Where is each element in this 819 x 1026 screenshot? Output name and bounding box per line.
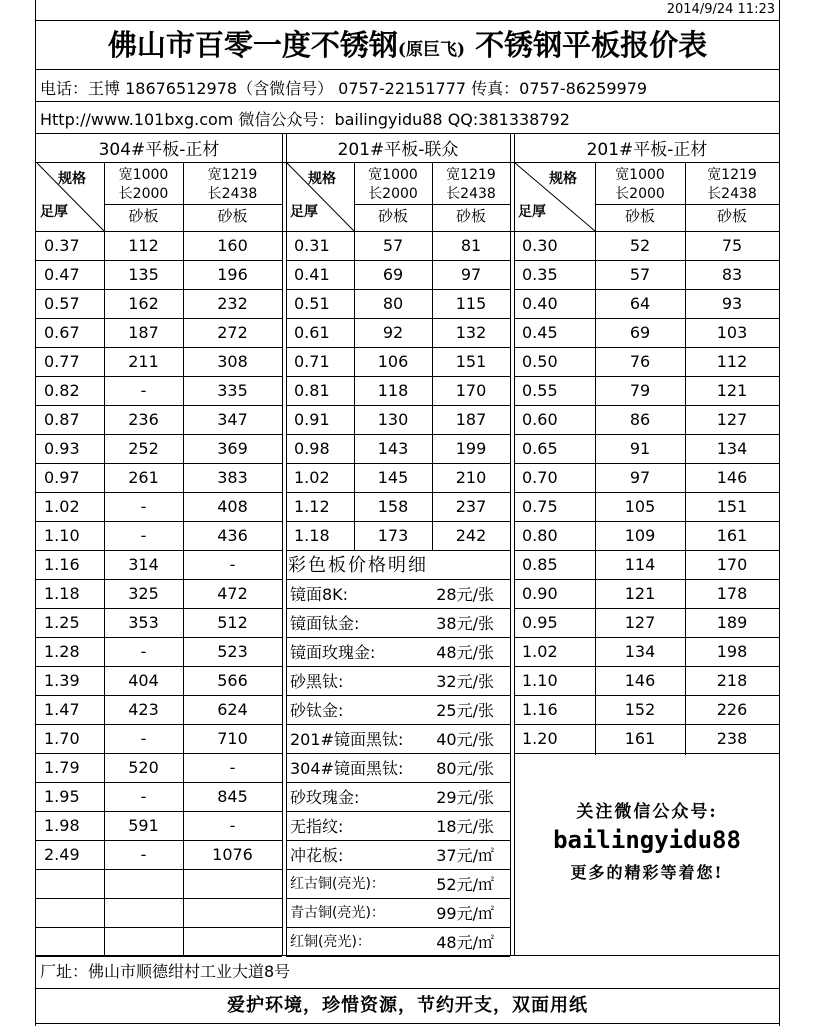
price-1219-304: 436 xyxy=(217,526,248,545)
price-1000-304: 112 xyxy=(128,236,159,255)
price-1000-304: 162 xyxy=(128,294,159,313)
color-price-row xyxy=(288,725,500,754)
h-rule xyxy=(36,101,780,102)
thickness-201-lianzhong: 0.61 xyxy=(294,323,330,342)
color-board-price: 32元/张 xyxy=(436,672,494,691)
color-price-row xyxy=(288,899,500,928)
price-1219-201-lianzhong: 199 xyxy=(455,439,487,458)
header-length-2438: 长2438 xyxy=(207,186,258,202)
h-rule xyxy=(36,133,780,134)
price-1000-201-zhengcai: 109 xyxy=(624,526,656,545)
price-1000-201-lianzhong: 69 xyxy=(382,265,404,284)
h-rule xyxy=(36,20,780,21)
header-sand-board: 砂板 xyxy=(377,207,408,225)
price-1219-304: 472 xyxy=(217,584,248,603)
color-price-row xyxy=(288,609,500,638)
header-sand-board: 砂板 xyxy=(455,207,486,225)
thickness-304: 1.18 xyxy=(44,584,80,603)
contact-web: Http://www.101bxg.com 微信公众号：bailingyidu88 QQ:381338792 xyxy=(40,110,570,129)
color-board-price: 38元/张 xyxy=(436,614,494,633)
thickness-304: 1.95 xyxy=(44,787,80,806)
header-thickness-label: 足厚 xyxy=(290,204,318,220)
color-board-name: 砂钛金: xyxy=(290,701,344,720)
header-sand-board: 砂板 xyxy=(624,207,655,225)
title-sub: (原巨飞) xyxy=(397,40,465,60)
price-1219-201-zhengcai: 170 xyxy=(716,555,748,574)
wechat-more-label: 更多的精彩等着您! xyxy=(570,863,724,882)
color-board-price: 29元/张 xyxy=(436,788,494,807)
price-1000-304: 211 xyxy=(128,352,159,371)
print-date: 2014/9/24 11:23 xyxy=(666,2,775,17)
section-title-201-lianzhong: 201#平板-联众 xyxy=(337,140,459,160)
thickness-304: 0.97 xyxy=(44,468,80,487)
thickness-201-zhengcai: 0.60 xyxy=(522,410,558,429)
thickness-201-zhengcai: 0.45 xyxy=(522,323,558,342)
price-1219-201-lianzhong: 81 xyxy=(460,236,482,255)
h-rule xyxy=(354,204,510,205)
color-board-name: 砂玫瑰金: xyxy=(290,788,360,807)
price-1219-201-lianzhong: 151 xyxy=(455,352,487,371)
color-board-name: 冲花板: xyxy=(290,846,344,865)
thickness-201-zhengcai: 0.30 xyxy=(522,236,558,255)
price-1219-201-zhengcai: 75 xyxy=(721,236,743,255)
price-1000-201-lianzhong: 80 xyxy=(382,294,404,313)
thickness-201-zhengcai: 0.95 xyxy=(522,613,558,632)
price-1219-201-zhengcai: 189 xyxy=(716,613,748,632)
price-1219-201-zhengcai: 218 xyxy=(716,671,748,690)
header-width-1000: 宽1000 xyxy=(118,167,169,183)
price-1000-304: 325 xyxy=(128,584,159,603)
v-rule xyxy=(510,133,511,955)
h-rule xyxy=(36,869,282,870)
price-1219-201-zhengcai: 83 xyxy=(721,265,743,284)
thickness-304: 0.87 xyxy=(44,410,80,429)
thickness-201-lianzhong: 0.31 xyxy=(294,236,330,255)
price-1000-304: 404 xyxy=(128,671,159,690)
h-rule xyxy=(514,753,779,754)
thickness-201-lianzhong: 0.81 xyxy=(294,381,330,400)
section-title-201-zhengcai: 201#平板-正材 xyxy=(586,140,708,160)
price-1219-304: 566 xyxy=(217,671,248,690)
v-rule xyxy=(282,133,283,955)
price-1219-304: 1076 xyxy=(212,845,253,864)
price-1000-201-zhengcai: 114 xyxy=(624,555,656,574)
price-1000-201-zhengcai: 161 xyxy=(624,729,656,748)
price-1219-304: 710 xyxy=(217,729,248,748)
thickness-201-lianzhong: 0.91 xyxy=(294,410,330,429)
price-1000-304: 314 xyxy=(128,555,159,574)
header-spec-label: 规格 xyxy=(549,171,577,187)
thickness-201-zhengcai: 1.20 xyxy=(522,729,558,748)
thickness-201-zhengcai: 0.40 xyxy=(522,294,558,313)
price-1000-201-lianzhong: 118 xyxy=(377,381,409,400)
factory-address: 厂址：佛山市顺德绀村工业大道8号 xyxy=(40,962,291,981)
thickness-304: 1.10 xyxy=(44,526,80,545)
title-main-2: 不锈钢平板报价表 xyxy=(465,28,708,62)
thickness-201-lianzhong: 0.98 xyxy=(294,439,330,458)
price-1219-201-zhengcai: 121 xyxy=(716,381,748,400)
color-board-price: 48元/㎡ xyxy=(436,933,494,952)
color-board-name: 红铜(亮光)： xyxy=(290,934,371,950)
thickness-304: 0.37 xyxy=(44,236,80,255)
price-1219-304: 383 xyxy=(217,468,248,487)
price-1000-201-zhengcai: 69 xyxy=(629,323,651,342)
price-1000-304: - xyxy=(140,845,147,864)
price-1219-201-zhengcai: 226 xyxy=(716,700,748,719)
color-sheet-title: 彩色板价格明细 xyxy=(288,555,428,576)
color-price-row xyxy=(288,783,500,812)
color-board-price: 37元/㎡ xyxy=(436,846,494,865)
thickness-201-zhengcai: 0.65 xyxy=(522,439,558,458)
thickness-304: 0.67 xyxy=(44,323,80,342)
color-board-name: 无指纹: xyxy=(290,817,344,836)
header-width-1000: 宽1000 xyxy=(615,167,665,183)
color-board-price: 80元/张 xyxy=(436,759,494,778)
thickness-201-zhengcai: 0.35 xyxy=(522,265,558,284)
color-price-row xyxy=(288,812,500,841)
price-1219-304: 408 xyxy=(217,497,248,516)
wechat-follow-label: 关注微信公众号: xyxy=(576,802,718,822)
section-title-304: 304#平板-正材 xyxy=(98,140,220,160)
h-rule xyxy=(36,69,780,70)
h-rule xyxy=(36,956,282,957)
price-1219-201-zhengcai: 93 xyxy=(721,294,743,313)
page-title xyxy=(36,22,779,68)
price-1219-304: 160 xyxy=(217,236,248,255)
color-board-name: 镜面8K: xyxy=(290,585,349,604)
price-1219-304: - xyxy=(229,555,236,574)
thickness-201-lianzhong: 1.18 xyxy=(294,526,330,545)
thickness-201-lianzhong: 0.51 xyxy=(294,294,330,313)
price-1000-201-lianzhong: 106 xyxy=(377,352,409,371)
color-board-price: 28元/张 xyxy=(436,585,494,604)
price-1219-304: - xyxy=(229,816,236,835)
header-width-1000: 宽1000 xyxy=(368,167,418,183)
h-rule xyxy=(286,550,510,551)
thickness-304: 1.79 xyxy=(44,758,80,777)
price-1219-201-zhengcai: 103 xyxy=(716,323,748,342)
price-1219-201-zhengcai: 112 xyxy=(716,352,748,371)
price-1219-304: - xyxy=(229,758,236,777)
price-1000-201-zhengcai: 86 xyxy=(629,410,651,429)
color-board-name: 红古铜(亮光)： xyxy=(290,876,385,892)
thickness-201-lianzhong: 0.71 xyxy=(294,352,330,371)
price-1219-304: 512 xyxy=(217,613,248,632)
color-price-row xyxy=(288,638,500,667)
h-rule xyxy=(36,1023,780,1024)
price-1000-201-zhengcai: 91 xyxy=(629,439,651,458)
price-1219-304: 523 xyxy=(217,642,248,661)
price-1219-304: 272 xyxy=(217,323,248,342)
price-1219-201-lianzhong: 132 xyxy=(455,323,487,342)
price-1000-201-lianzhong: 145 xyxy=(377,468,409,487)
color-board-name: 镜面钛金: xyxy=(290,614,360,633)
price-1000-201-zhengcai: 127 xyxy=(624,613,656,632)
wechat-id: bailingyidu88 xyxy=(553,826,741,854)
thickness-201-zhengcai: 0.55 xyxy=(522,381,558,400)
color-price-row xyxy=(288,928,500,957)
color-board-name: 砂黑钛: xyxy=(290,672,344,691)
thickness-304: 1.47 xyxy=(44,700,80,719)
price-1000-304: 353 xyxy=(128,613,159,632)
price-1219-201-zhengcai: 178 xyxy=(716,584,748,603)
thickness-304: 1.16 xyxy=(44,555,80,574)
price-1000-304: - xyxy=(140,642,147,661)
thickness-304: 0.77 xyxy=(44,352,80,371)
color-board-price: 25元/张 xyxy=(436,701,494,720)
thickness-201-lianzhong: 0.41 xyxy=(294,265,330,284)
color-price-row xyxy=(288,667,500,696)
h-rule xyxy=(36,927,282,928)
thickness-201-zhengcai: 0.50 xyxy=(522,352,558,371)
color-price-row xyxy=(288,696,500,725)
thickness-304: 1.70 xyxy=(44,729,80,748)
header-sand-board: 砂板 xyxy=(217,207,248,225)
color-board-price: 40元/张 xyxy=(436,730,494,749)
header-width-1219: 宽1219 xyxy=(207,167,258,183)
price-1219-201-zhengcai: 198 xyxy=(716,642,748,661)
header-length-2000: 长2000 xyxy=(615,186,665,202)
price-1000-304: 252 xyxy=(128,439,159,458)
price-1219-201-lianzhong: 210 xyxy=(455,468,487,487)
price-1000-201-zhengcai: 134 xyxy=(624,642,656,661)
price-1000-304: 261 xyxy=(128,468,159,487)
title-main: 佛山市百零一度不锈钢 xyxy=(107,28,398,62)
header-sand-board: 砂板 xyxy=(128,207,159,225)
price-1000-304: 236 xyxy=(128,410,159,429)
price-1000-201-lianzhong: 92 xyxy=(382,323,404,342)
thickness-304: 0.57 xyxy=(44,294,80,313)
price-1000-201-lianzhong: 130 xyxy=(377,410,409,429)
footer-slogan: 爱护环境，珍惜资源，节约开支，双面用纸 xyxy=(227,995,588,1016)
price-1000-201-zhengcai: 97 xyxy=(629,468,651,487)
price-1219-304: 369 xyxy=(217,439,248,458)
price-1219-304: 196 xyxy=(217,265,248,284)
price-1219-201-lianzhong: 97 xyxy=(460,265,482,284)
h-rule xyxy=(36,988,780,989)
price-1219-201-zhengcai: 238 xyxy=(716,729,748,748)
thickness-201-zhengcai: 0.90 xyxy=(522,584,558,603)
price-1000-201-zhengcai: 105 xyxy=(624,497,656,516)
color-board-price: 18元/张 xyxy=(436,817,494,836)
thickness-201-zhengcai: 1.16 xyxy=(522,700,558,719)
price-1219-304: 232 xyxy=(217,294,248,313)
header-width-1219: 宽1219 xyxy=(446,167,496,183)
price-1000-304: 591 xyxy=(128,816,159,835)
color-price-row xyxy=(288,870,500,899)
price-1000-201-zhengcai: 52 xyxy=(629,236,651,255)
thickness-201-zhengcai: 1.10 xyxy=(522,671,558,690)
price-1219-201-lianzhong: 237 xyxy=(455,497,487,516)
price-1219-201-zhengcai: 151 xyxy=(716,497,748,516)
price-1219-201-lianzhong: 242 xyxy=(455,526,487,545)
thickness-304: 0.47 xyxy=(44,265,80,284)
price-1219-201-zhengcai: 146 xyxy=(716,468,748,487)
color-board-price: 99元/㎡ xyxy=(436,904,494,923)
color-price-row xyxy=(288,580,500,609)
thickness-201-zhengcai: 1.02 xyxy=(522,642,558,661)
header-thickness-label: 足厚 xyxy=(518,204,546,220)
price-1219-304: 845 xyxy=(217,787,248,806)
price-1000-304: 423 xyxy=(128,700,159,719)
color-board-name: 青古铜(亮光)： xyxy=(290,905,385,921)
price-1000-304: - xyxy=(140,787,147,806)
price-1000-201-lianzhong: 158 xyxy=(377,497,409,516)
header-spec-label: 规格 xyxy=(58,171,86,187)
price-1219-304: 347 xyxy=(217,410,248,429)
thickness-304: 0.93 xyxy=(44,439,80,458)
header-length-2438: 长2438 xyxy=(446,186,496,202)
price-1000-201-lianzhong: 143 xyxy=(377,439,409,458)
header-length-2000: 长2000 xyxy=(118,186,169,202)
price-1000-201-zhengcai: 152 xyxy=(624,700,656,719)
price-1000-201-zhengcai: 57 xyxy=(629,265,651,284)
price-1219-304: 308 xyxy=(217,352,248,371)
price-1219-304: 624 xyxy=(217,700,248,719)
price-1000-201-lianzhong: 173 xyxy=(377,526,409,545)
price-1000-201-zhengcai: 79 xyxy=(629,381,651,400)
price-1000-304: - xyxy=(140,526,147,545)
price-1000-304: 187 xyxy=(128,323,159,342)
price-1000-201-zhengcai: 121 xyxy=(624,584,656,603)
color-board-price: 52元/㎡ xyxy=(436,875,494,894)
thickness-201-zhengcai: 0.75 xyxy=(522,497,558,516)
color-board-name: 201#镜面黑钛: xyxy=(290,730,404,749)
price-1000-201-zhengcai: 64 xyxy=(629,294,651,313)
header-sand-board: 砂板 xyxy=(716,207,747,225)
header-spec-label: 规格 xyxy=(308,171,336,187)
thickness-201-lianzhong: 1.02 xyxy=(294,468,330,487)
price-1000-304: - xyxy=(140,381,147,400)
thickness-201-zhengcai: 0.70 xyxy=(522,468,558,487)
header-width-1219: 宽1219 xyxy=(707,167,757,183)
color-price-row xyxy=(288,841,500,870)
price-1000-201-zhengcai: 76 xyxy=(629,352,651,371)
h-rule xyxy=(36,898,282,899)
thickness-304: 1.98 xyxy=(44,816,80,835)
price-1000-304: - xyxy=(140,729,147,748)
price-1219-201-lianzhong: 170 xyxy=(455,381,487,400)
thickness-304: 1.25 xyxy=(44,613,80,632)
header-thickness-label: 足厚 xyxy=(40,204,68,220)
price-1000-201-lianzhong: 57 xyxy=(382,236,404,255)
header-length-2438: 长2438 xyxy=(707,186,757,202)
color-board-name: 304#镜面黑钛: xyxy=(290,759,404,778)
price-1000-201-zhengcai: 146 xyxy=(624,671,656,690)
price-1219-201-lianzhong: 187 xyxy=(455,410,487,429)
price-1000-304: 520 xyxy=(128,758,159,777)
price-1000-304: 135 xyxy=(128,265,159,284)
header-length-2000: 长2000 xyxy=(368,186,418,202)
thickness-201-zhengcai: 0.85 xyxy=(522,555,558,574)
thickness-304: 2.49 xyxy=(44,845,80,864)
color-board-price: 48元/张 xyxy=(436,643,494,662)
price-1219-201-zhengcai: 134 xyxy=(716,439,748,458)
h-rule xyxy=(595,204,779,205)
color-board-name: 镜面玫瑰金: xyxy=(290,643,376,662)
price-1219-201-zhengcai: 161 xyxy=(716,526,748,545)
thickness-304: 1.02 xyxy=(44,497,80,516)
h-rule xyxy=(104,204,282,205)
price-1000-304: - xyxy=(140,497,147,516)
price-1219-304: 335 xyxy=(217,381,248,400)
contact-phone: 电话：王博 18676512978（含微信号） 0757-22151777 传真：0757-86259979 xyxy=(40,79,648,98)
price-1219-201-lianzhong: 115 xyxy=(455,294,487,313)
thickness-304: 0.82 xyxy=(44,381,80,400)
thickness-304: 1.28 xyxy=(44,642,80,661)
thickness-304: 1.39 xyxy=(44,671,80,690)
thickness-201-zhengcai: 0.80 xyxy=(522,526,558,545)
thickness-201-lianzhong: 1.12 xyxy=(294,497,330,516)
color-price-row xyxy=(288,754,500,783)
price-1219-201-zhengcai: 127 xyxy=(716,410,748,429)
